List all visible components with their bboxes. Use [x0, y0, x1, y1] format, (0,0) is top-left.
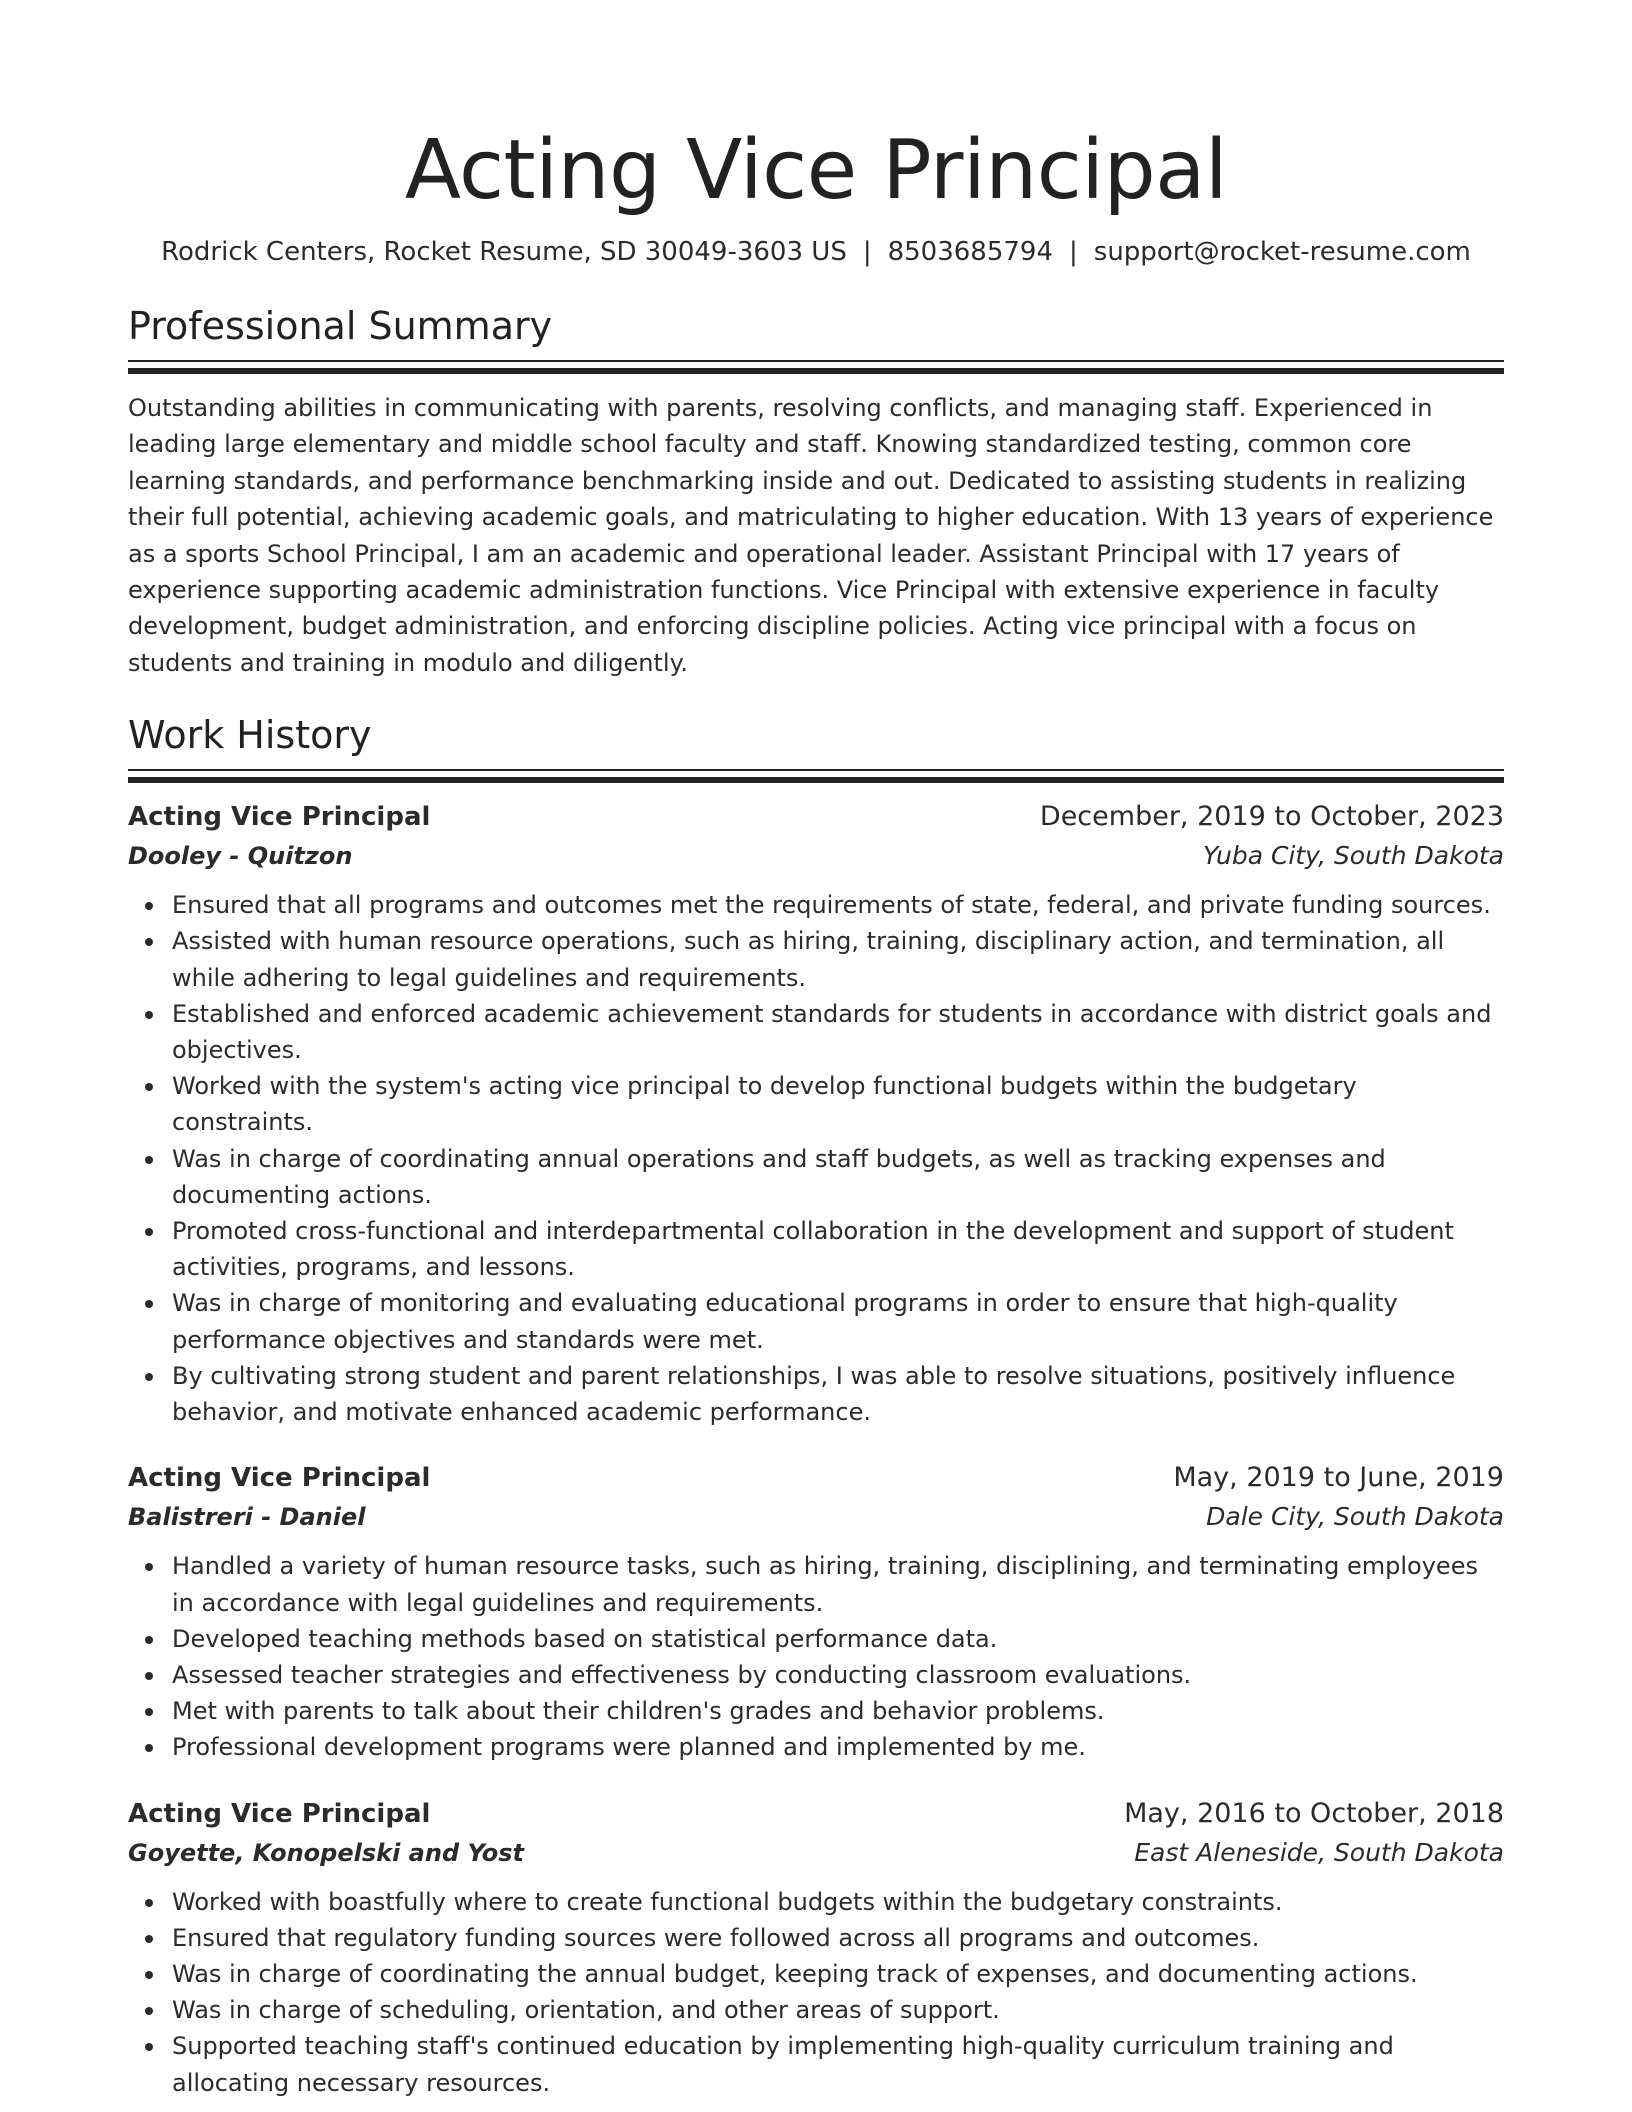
job-bullet: Assessed teacher strategies and effectiveness by conducting classroom evaluations.	[172, 1657, 1504, 1693]
job-title: Acting Vice Principal	[128, 1798, 431, 1829]
job-company: Dooley - Quitzon	[128, 842, 353, 871]
job-bullet-list	[128, 1884, 1504, 2101]
resume-page	[128, 0, 1504, 2101]
job-location: Yuba City, South Dakota	[1203, 841, 1504, 871]
job-bullet-list	[128, 1548, 1504, 1765]
job-location: East Aleneside, South Dakota	[1134, 1837, 1504, 1867]
summary-text: Outstanding abilities in communicating with parents, resolving conflicts, and managing staff. Experienced in leading large elementary and middle school faculty and staff. Knowing standardized testing, common core learning standards, and performance benchmarking inside and out. Dedicated to assisting students in realizing their full potential, achieving academic goals, and matriculating to higher education. With 13 years of experience as a sports School Principal, I am an academic and operational leader. Assistant Principal with 17 years of experience supporting academic administration functions. Vice Principal with extensive experience in faculty development, budget administration, and enforcing discipline policies. Acting vice principal with a focus on students and training in modulo and diligently.	[128, 394, 1494, 677]
section-heading-work-history: Work History	[128, 713, 372, 758]
job-header	[128, 799, 1504, 835]
job-bullet: Supported teaching staff's continued education by implementing high-quality curriculum training and allocating necessary resources.	[172, 2028, 1504, 2100]
job-bullet: Developed teaching methods based on statistical performance data.	[172, 1621, 1504, 1657]
contact-separator: |	[862, 237, 872, 267]
contact-line	[128, 236, 1504, 268]
job-entry	[128, 1460, 1504, 1765]
job-bullet: Promoted cross-functional and interdepartmental collaboration in the development and support of student activities, programs, and lessons.	[172, 1213, 1504, 1285]
job-bullet: Met with parents to talk about their children's grades and behavior problems.	[172, 1693, 1504, 1729]
resume-title: Acting Vice Principal	[404, 123, 1228, 218]
job-header	[128, 1796, 1504, 1832]
job-entry	[128, 799, 1504, 1430]
job-entry	[128, 1796, 1504, 2101]
job-bullet: Was in charge of coordinating the annual budget, keeping track of expenses, and documenting actions.	[172, 1956, 1504, 1992]
job-location: Dale City, South Dakota	[1206, 1502, 1504, 1532]
professional-summary-section	[128, 302, 1504, 681]
job-bullet: Assisted with human resource operations, such as hiring, training, disciplinary action, and termination, all while adhering to legal guidelines and requirements.	[172, 923, 1504, 995]
work-history-section	[128, 711, 1504, 2100]
job-bullet: Worked with the system's acting vice principal to develop functional budgets within the budgetary constraints.	[172, 1068, 1504, 1140]
job-bullet: Ensured that all programs and outcomes met the requirements of state, federal, and private funding sources.	[172, 887, 1504, 923]
job-dates: May, 2019 to June, 2019	[1173, 1462, 1504, 1494]
job-bullet: Was in charge of scheduling, orientation, and other areas of support.	[172, 1992, 1504, 2028]
job-subheader	[128, 835, 1504, 877]
contact-email: support@rocket-resume.com	[1093, 237, 1471, 267]
job-subheader	[128, 1496, 1504, 1538]
job-header	[128, 1460, 1504, 1496]
job-bullet: Ensured that regulatory funding sources were followed across all programs and outcomes.	[172, 1920, 1504, 1956]
job-company: Balistreri - Daniel	[128, 1503, 366, 1532]
job-bullet-list	[128, 887, 1504, 1430]
job-title: Acting Vice Principal	[128, 1463, 431, 1494]
job-bullet: By cultivating strong student and parent relationships, I was able to resolve situations, positively influence behavior, and motivate enhanced academic performance.	[172, 1358, 1504, 1430]
job-bullet: Professional development programs were planned and implemented by me.	[172, 1729, 1504, 1765]
contact-separator: |	[1069, 237, 1078, 267]
job-bullet: Was in charge of monitoring and evaluating educational programs in order to ensure that high-quality performance objectives and standards were met.	[172, 1285, 1504, 1357]
job-dates: December, 2019 to October, 2023	[1039, 801, 1504, 833]
section-divider	[128, 769, 1504, 785]
contact-phone: 8503685794	[887, 237, 1054, 267]
section-divider	[128, 360, 1504, 376]
section-heading-professional-summary: Professional Summary	[128, 304, 553, 348]
job-company: Goyette, Konopelski and Yost	[128, 1838, 525, 1867]
job-bullet: Handled a variety of human resource tasks, such as hiring, training, disciplining, and terminating employees in accordance with legal guidelines and requirements.	[172, 1548, 1504, 1620]
job-subheader	[128, 1832, 1504, 1874]
job-bullet: Was in charge of coordinating annual operations and staff budgets, as well as tracking expenses and documenting actions.	[172, 1141, 1504, 1213]
job-bullet: Established and enforced academic achievement standards for students in accordance with district goals and objectives.	[172, 996, 1504, 1068]
job-bullet: Worked with boastfully where to create functional budgets within the budgetary constraints.	[172, 1884, 1504, 1920]
contact-address: Rodrick Centers, Rocket Resume, SD 30049-3603 US	[161, 237, 847, 267]
job-dates: May, 2016 to October, 2018	[1124, 1797, 1504, 1829]
job-title: Acting Vice Principal	[128, 802, 431, 833]
